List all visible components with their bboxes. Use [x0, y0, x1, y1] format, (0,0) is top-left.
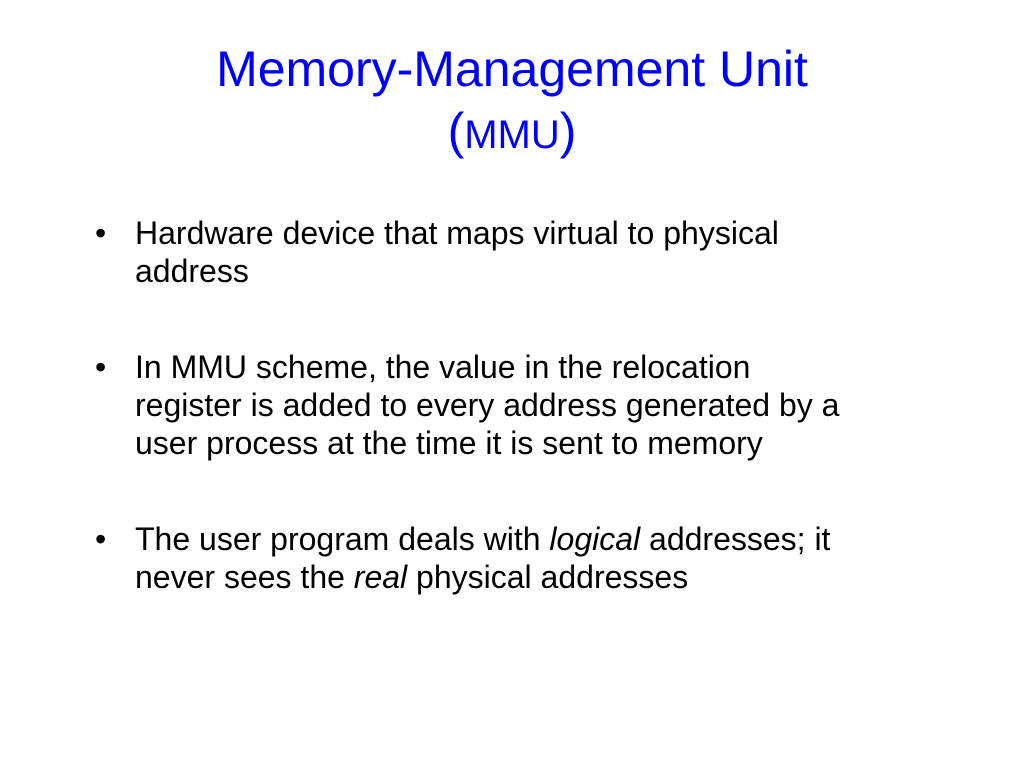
- bullet-text: [135, 520, 875, 596]
- bullet-dot-icon: •: [95, 521, 107, 557]
- bullet-text-part: addresses; it never sees the: [135, 521, 831, 595]
- bullet-dot-icon: •: [95, 215, 107, 251]
- emphasis-real: real: [353, 559, 408, 595]
- bullet-item: [95, 520, 885, 596]
- bullet-item: [95, 348, 885, 462]
- bullet-list: [95, 214, 885, 596]
- title-paren-close: ): [559, 103, 577, 159]
- bullet-text-part: physical addresses: [407, 559, 689, 595]
- bullet-text: Hardware device that maps virtual to physical address: [135, 215, 779, 289]
- bullet-text-part: The user program deals with: [135, 521, 550, 557]
- slide-title: [0, 38, 1024, 166]
- title-paren-open: (: [447, 103, 465, 159]
- title-abbreviation: MMU: [464, 113, 560, 157]
- bullet-text: In MMU scheme, the value in the relocation register is added to every address generated by a user process at the time it is sent to memory: [135, 349, 840, 461]
- bullet-dot-icon: •: [95, 349, 107, 385]
- title-line-1: Memory-Management Unit: [216, 41, 808, 97]
- emphasis-logical: logical: [549, 521, 641, 557]
- bullet-item: [95, 214, 885, 290]
- title-line-2: [0, 100, 1024, 166]
